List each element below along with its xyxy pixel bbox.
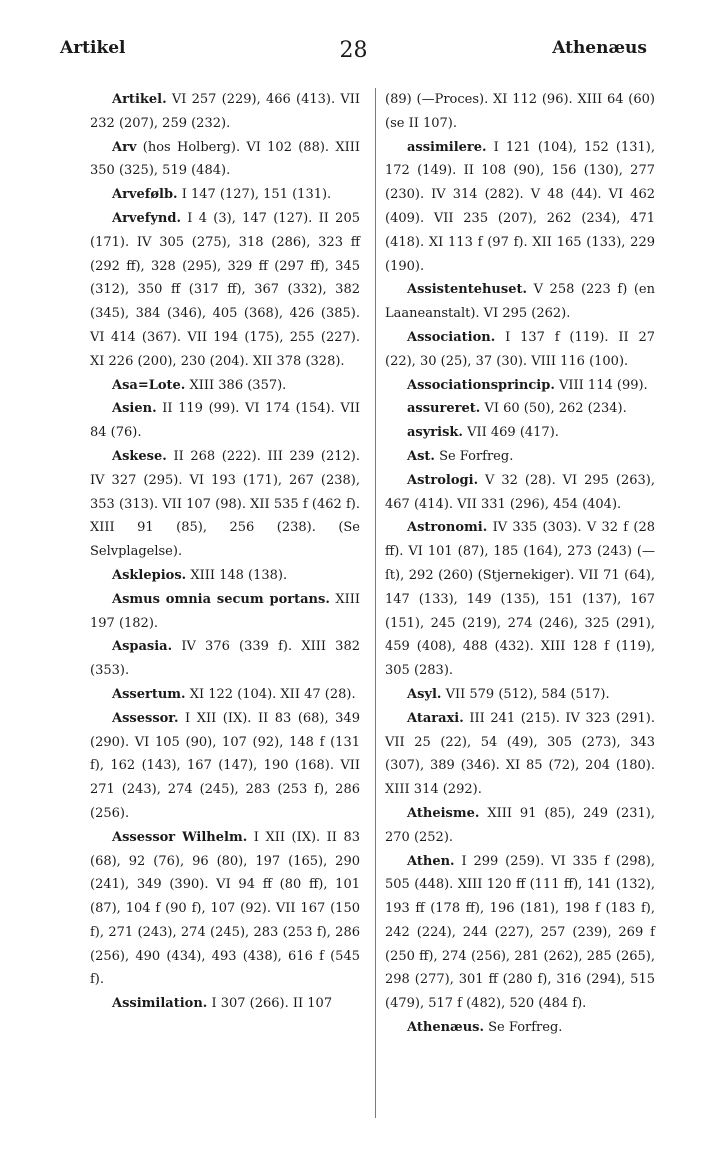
entry-headword: Assessor. (112, 710, 179, 726)
entry-headword: Assessor Wilhelm. (112, 829, 248, 845)
entry-references: II 119 (99). VI 174 (154). VII 84 (76). (90, 401, 361, 441)
entry-headword: Ataraxi. (407, 710, 464, 726)
entry-headword: Assimilation. (112, 996, 208, 1012)
index-entry (90, 683, 360, 707)
entry-headword: Association. (407, 329, 496, 345)
entry-headword: Assistentehuset. (407, 282, 528, 298)
index-entry (385, 683, 655, 707)
entry-headword: Arvefynd. (112, 210, 181, 226)
entry-references: V 258 (223 f) (en Laaneanstalt). VI 295 (262). (385, 282, 655, 322)
entry-references: VI 60 (50), 262 (234). (484, 401, 627, 417)
index-entry (90, 445, 360, 564)
index-entry (385, 421, 655, 445)
index-entry (385, 850, 655, 1017)
entry-headword: Aspasia. (112, 639, 173, 655)
index-entry (90, 207, 360, 374)
entry-references: (hos Holberg). VI 102 (88). XIII 350 (325), 519 (484). (90, 139, 360, 179)
entry-references: XIII 148 (138). (190, 567, 288, 583)
entry-references: XI 122 (104). XII 47 (28). (189, 686, 356, 702)
entry-references: Se Forfreg. (488, 1020, 563, 1036)
index-entry (385, 374, 655, 398)
index-entry (90, 183, 360, 207)
entry-references: I XII (IX). II 83 (68), 92 (76), 96 (80), 197 (165), 290 (241), 349 (390). VI 94 ff (80 ff), 101 (87), 104 f (90 f), 107 (92). VII 167 (150 f), 271 (243), 274 (245), 283 (253 f), 286 (256), 490 (434), 493 (438), 616 f (545 f). (90, 829, 361, 988)
entry-headword: Atheisme. (407, 805, 480, 821)
entry-headword: Ast. (407, 448, 435, 464)
index-entry (385, 1016, 655, 1040)
entry-references: I 147 (127), 151 (131). (181, 187, 332, 203)
entry-references: VIII 114 (99). (559, 377, 648, 393)
entry-references: I 299 (259). VI 335 f (298), 505 (448). XIII 120 ff (111 ff), 141 (132), 193 ff (178 ff), 196 (181), 198 f (183 f), 242 (224), 244 (227), 257 (239), 269 f (250 ff), 274 (256), 281 (262), 285 (265), 298 (277), 301 ff (280 f), 316 (294), 515 (479), 517 f (482), 520 (484 f). (385, 853, 655, 1012)
entry-references: V 32 (28). VI 295 (263), 467 (414). VII 331 (296), 454 (404). (385, 472, 655, 512)
entry-headword: assureret. (407, 401, 481, 417)
index-entry (385, 397, 655, 421)
entry-references: I 307 (266). II 107 (211, 996, 333, 1012)
entry-references: IV 376 (339 f). XIII 382 (353). (90, 639, 360, 679)
entry-headword: Arvefølb. (112, 187, 178, 203)
entry-references: I 121 (104), 152 (131), 172 (149). II 108 (90), 156 (130), 277 (230). IV 314 (282). V 48 (44). VI 462 (409). VII 235 (207), 262 (234), 471 (418). XI 113 f (97 f). XII 165 (133), 229 (190). (385, 139, 656, 274)
index-entry (385, 278, 655, 326)
entry-headword: Asyl. (407, 686, 442, 702)
entry-headword: Arv (112, 139, 137, 155)
index-entry (385, 445, 655, 469)
entry-headword: Askese. (112, 448, 167, 464)
index-entry (385, 469, 655, 517)
index-entry (385, 707, 655, 802)
entry-references: III 241 (215). IV 323 (291). VII 25 (22), 54 (49), 305 (273), 343 (307), 389 (346). XI 85 (72), 204 (180). XIII 314 (292). (385, 710, 655, 798)
entry-references: I XII (IX). II 83 (68), 349 (290). VI 105 (90), 107 (92), 148 f (131 f), 162 (143), 167 (147), 190 (168). VII 271 (243), 274 (245), 283 (253 f), 286 (256). (90, 710, 360, 821)
index-entry (90, 992, 360, 1016)
page-header (60, 38, 647, 68)
entry-headword: Artikel. (112, 92, 167, 107)
entry-headword: Asmus omnia secum portans. (112, 591, 330, 607)
entry-headword: Assertum. (112, 686, 186, 702)
entry-headword: Astronomi. (407, 520, 488, 536)
index-entry (90, 635, 360, 683)
entry-references: I 4 (3), 147 (127). II 205 (171). IV 305 (275), 318 (286), 323 ff (292 ff), 328 (295), 329 ff (297 ff), 345 (312), 350 ff (317 ff), 367 (332), 382 (345), 384 (346), 405 (368), 426 (385). VI 414 (367). VII 194 (175), 255 (227). XI 226 (200), 230 (204). XII 378 (328). (90, 210, 360, 369)
index-entry (385, 516, 655, 683)
column-divider (375, 88, 376, 1118)
entry-references: I 137 f (119). II 27 (22), 30 (25), 37 (30). VIII 116 (100). (385, 329, 655, 369)
entry-headword: Asklepios. (112, 567, 187, 583)
entry-headword: Astrologi. (407, 472, 479, 488)
running-head-left: Artikel (60, 38, 126, 58)
entry-references: VI 257 (229), 466 (413). VII 232 (207), 259 (232). (90, 92, 360, 131)
index-entry (90, 826, 360, 993)
entry-references: XIII 197 (182). (90, 591, 360, 631)
index-entry (385, 88, 655, 136)
entry-headword: Asa=Lote. (112, 377, 186, 393)
entry-headword: asyrisk. (407, 425, 463, 441)
entry-references: IV 335 (303). V 32 f (28 ff). VI 101 (87), 185 (164), 273 (243) (—ſt), 292 (260) (Stjernekiger). VII 71 (64), 147 (133), 149 (135), 151 (137), 167 (151), 245 (219), 274 (246), 325 (291), 459 (408), 488 (432). XIII 128 f (119), 305 (283). (385, 520, 655, 679)
entry-references: XIII 91 (85), 249 (231), 270 (252). (385, 805, 655, 845)
index-entry (90, 136, 360, 184)
index-entry (385, 326, 655, 374)
entry-headword: Athenæus. (407, 1020, 485, 1036)
index-entry (90, 88, 360, 136)
entry-references: XIII 386 (357). (189, 377, 287, 393)
left-column (90, 88, 360, 1016)
entry-references: Se Forfreg. (439, 448, 514, 464)
entry-headword: Athen. (407, 853, 455, 869)
index-entry (90, 588, 360, 636)
index-entry (90, 397, 360, 445)
index-entry (90, 374, 360, 398)
right-column (385, 88, 655, 1040)
index-entry (90, 707, 360, 826)
entry-references: VII 469 (417). (467, 425, 559, 441)
entry-headword: Associationsprincip. (407, 377, 555, 393)
entry-references: VII 579 (512), 584 (517). (445, 686, 610, 702)
entry-headword: Asien. (112, 401, 157, 417)
index-entry (90, 564, 360, 588)
running-head-right: Athenæus (552, 38, 647, 58)
page-number: 28 (339, 38, 368, 63)
entry-references: (89) (—Proces). XI 112 (96). XIII 64 (60) (se II 107). (385, 92, 655, 131)
index-entry (385, 136, 655, 279)
entry-references: II 268 (222). III 239 (212). IV 327 (295). VI 193 (171), 267 (238), 353 (313). VII 107 (98). XII 535 f (462 f). XIII 91 (85), 256 (238). (Se Selvplagelse). (90, 448, 360, 560)
index-entry (385, 802, 655, 850)
entry-headword: assimilere. (407, 139, 487, 155)
